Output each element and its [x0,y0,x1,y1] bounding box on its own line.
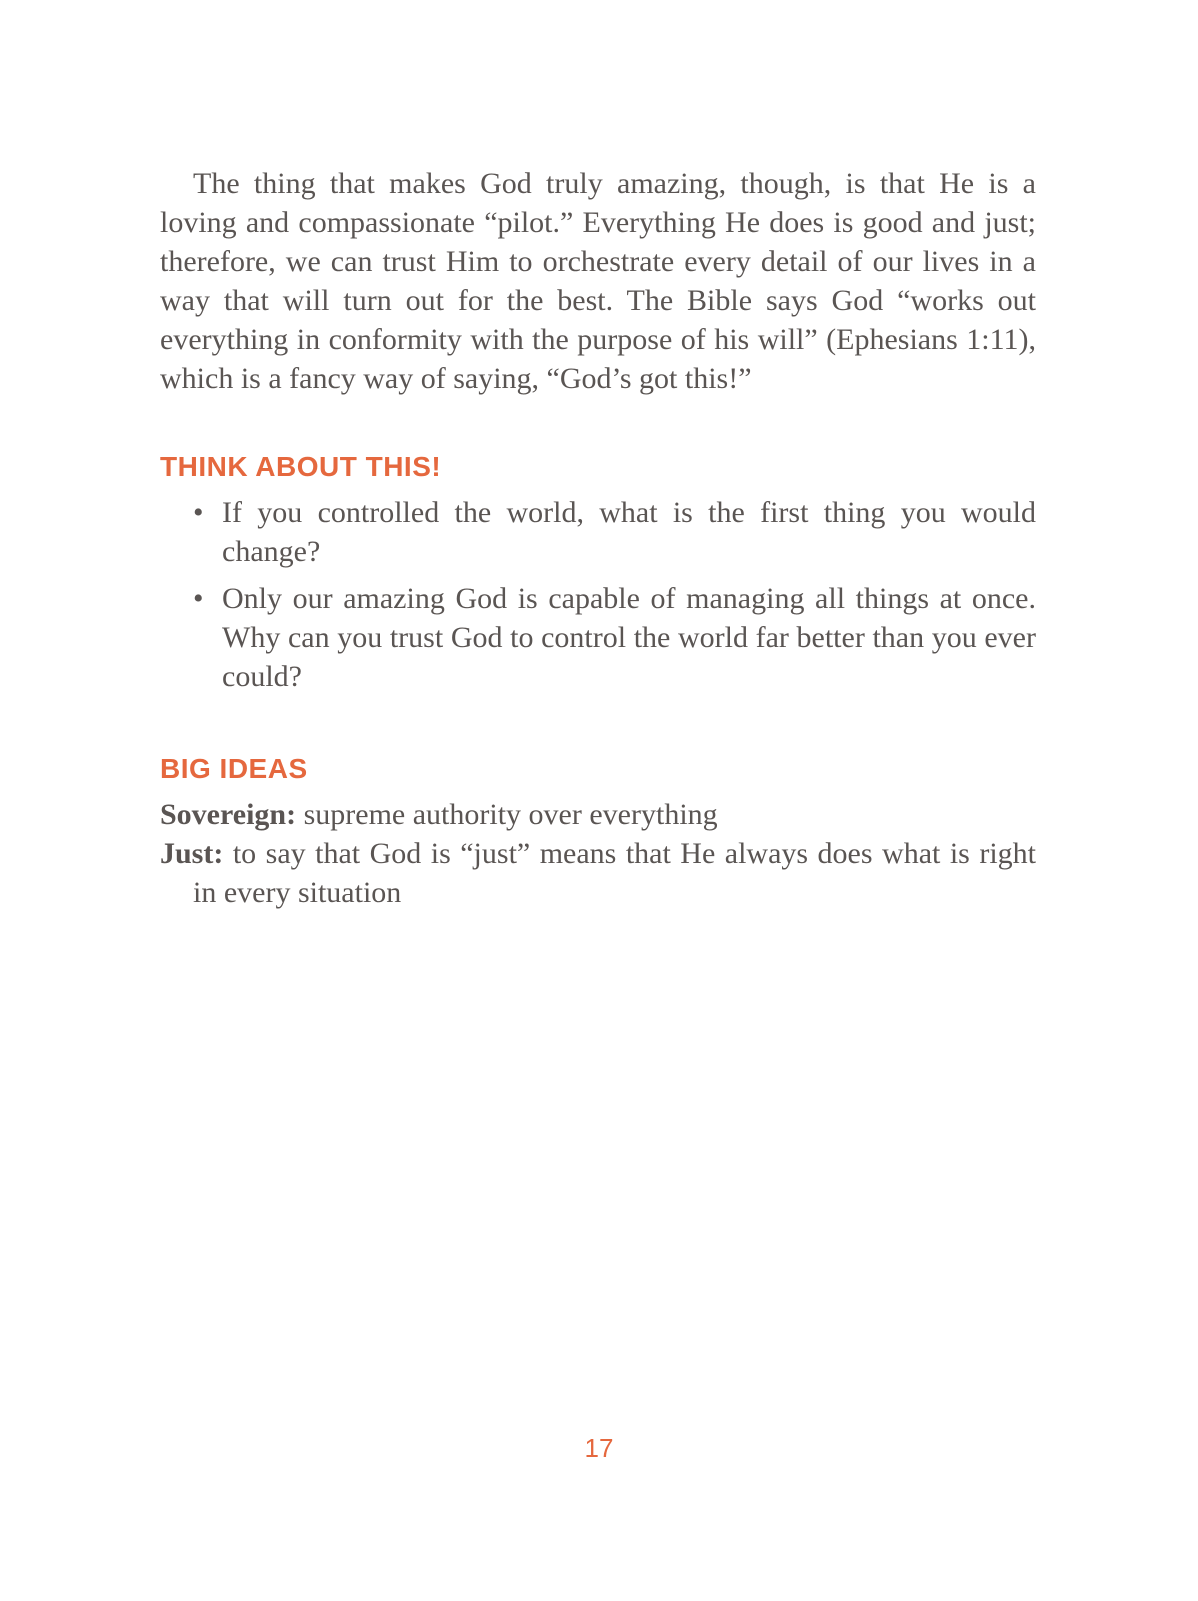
bullet-icon: • [193,496,204,529]
intro-paragraph: The thing that makes God truly amazing, though, is that He is a loving and compassionate “pilot.” Everything He does is good and just; therefore, we can trust Him to orchestrate every detail of our lives in a way that will turn out for the best. The Bible says God “works out everything in conformity with the purpose of his will” (Ephesians 1:11), which is a fancy way of saying, “God’s got this!” [160,167,1036,395]
list-item-text: If you controlled the world, what is the first thing you would change? [222,496,1036,568]
list-item [160,579,1036,696]
think-about-this-list [160,493,1036,696]
definition-text: supreme authority over everything [296,798,718,831]
think-about-this-heading: THINK ABOUT THIS! [160,451,442,482]
definition-text: to say that God is “just” means that He always does what is right in every situation [193,837,1036,909]
definition-sovereign [160,795,1036,834]
page-number: 17 [584,1433,614,1463]
page-content [160,164,1036,912]
big-ideas-heading: BIG IDEAS [160,753,308,784]
big-ideas-definitions [160,795,1036,912]
definition-term: Just: [160,837,224,870]
bullet-icon: • [193,582,204,615]
list-item [160,493,1036,571]
definition-just [160,834,1036,912]
list-item-text: Only our amazing God is capable of managing all things at once. Why can you trust God to control the world far better than you ever could? [222,582,1036,693]
definition-term: Sovereign: [160,798,297,831]
